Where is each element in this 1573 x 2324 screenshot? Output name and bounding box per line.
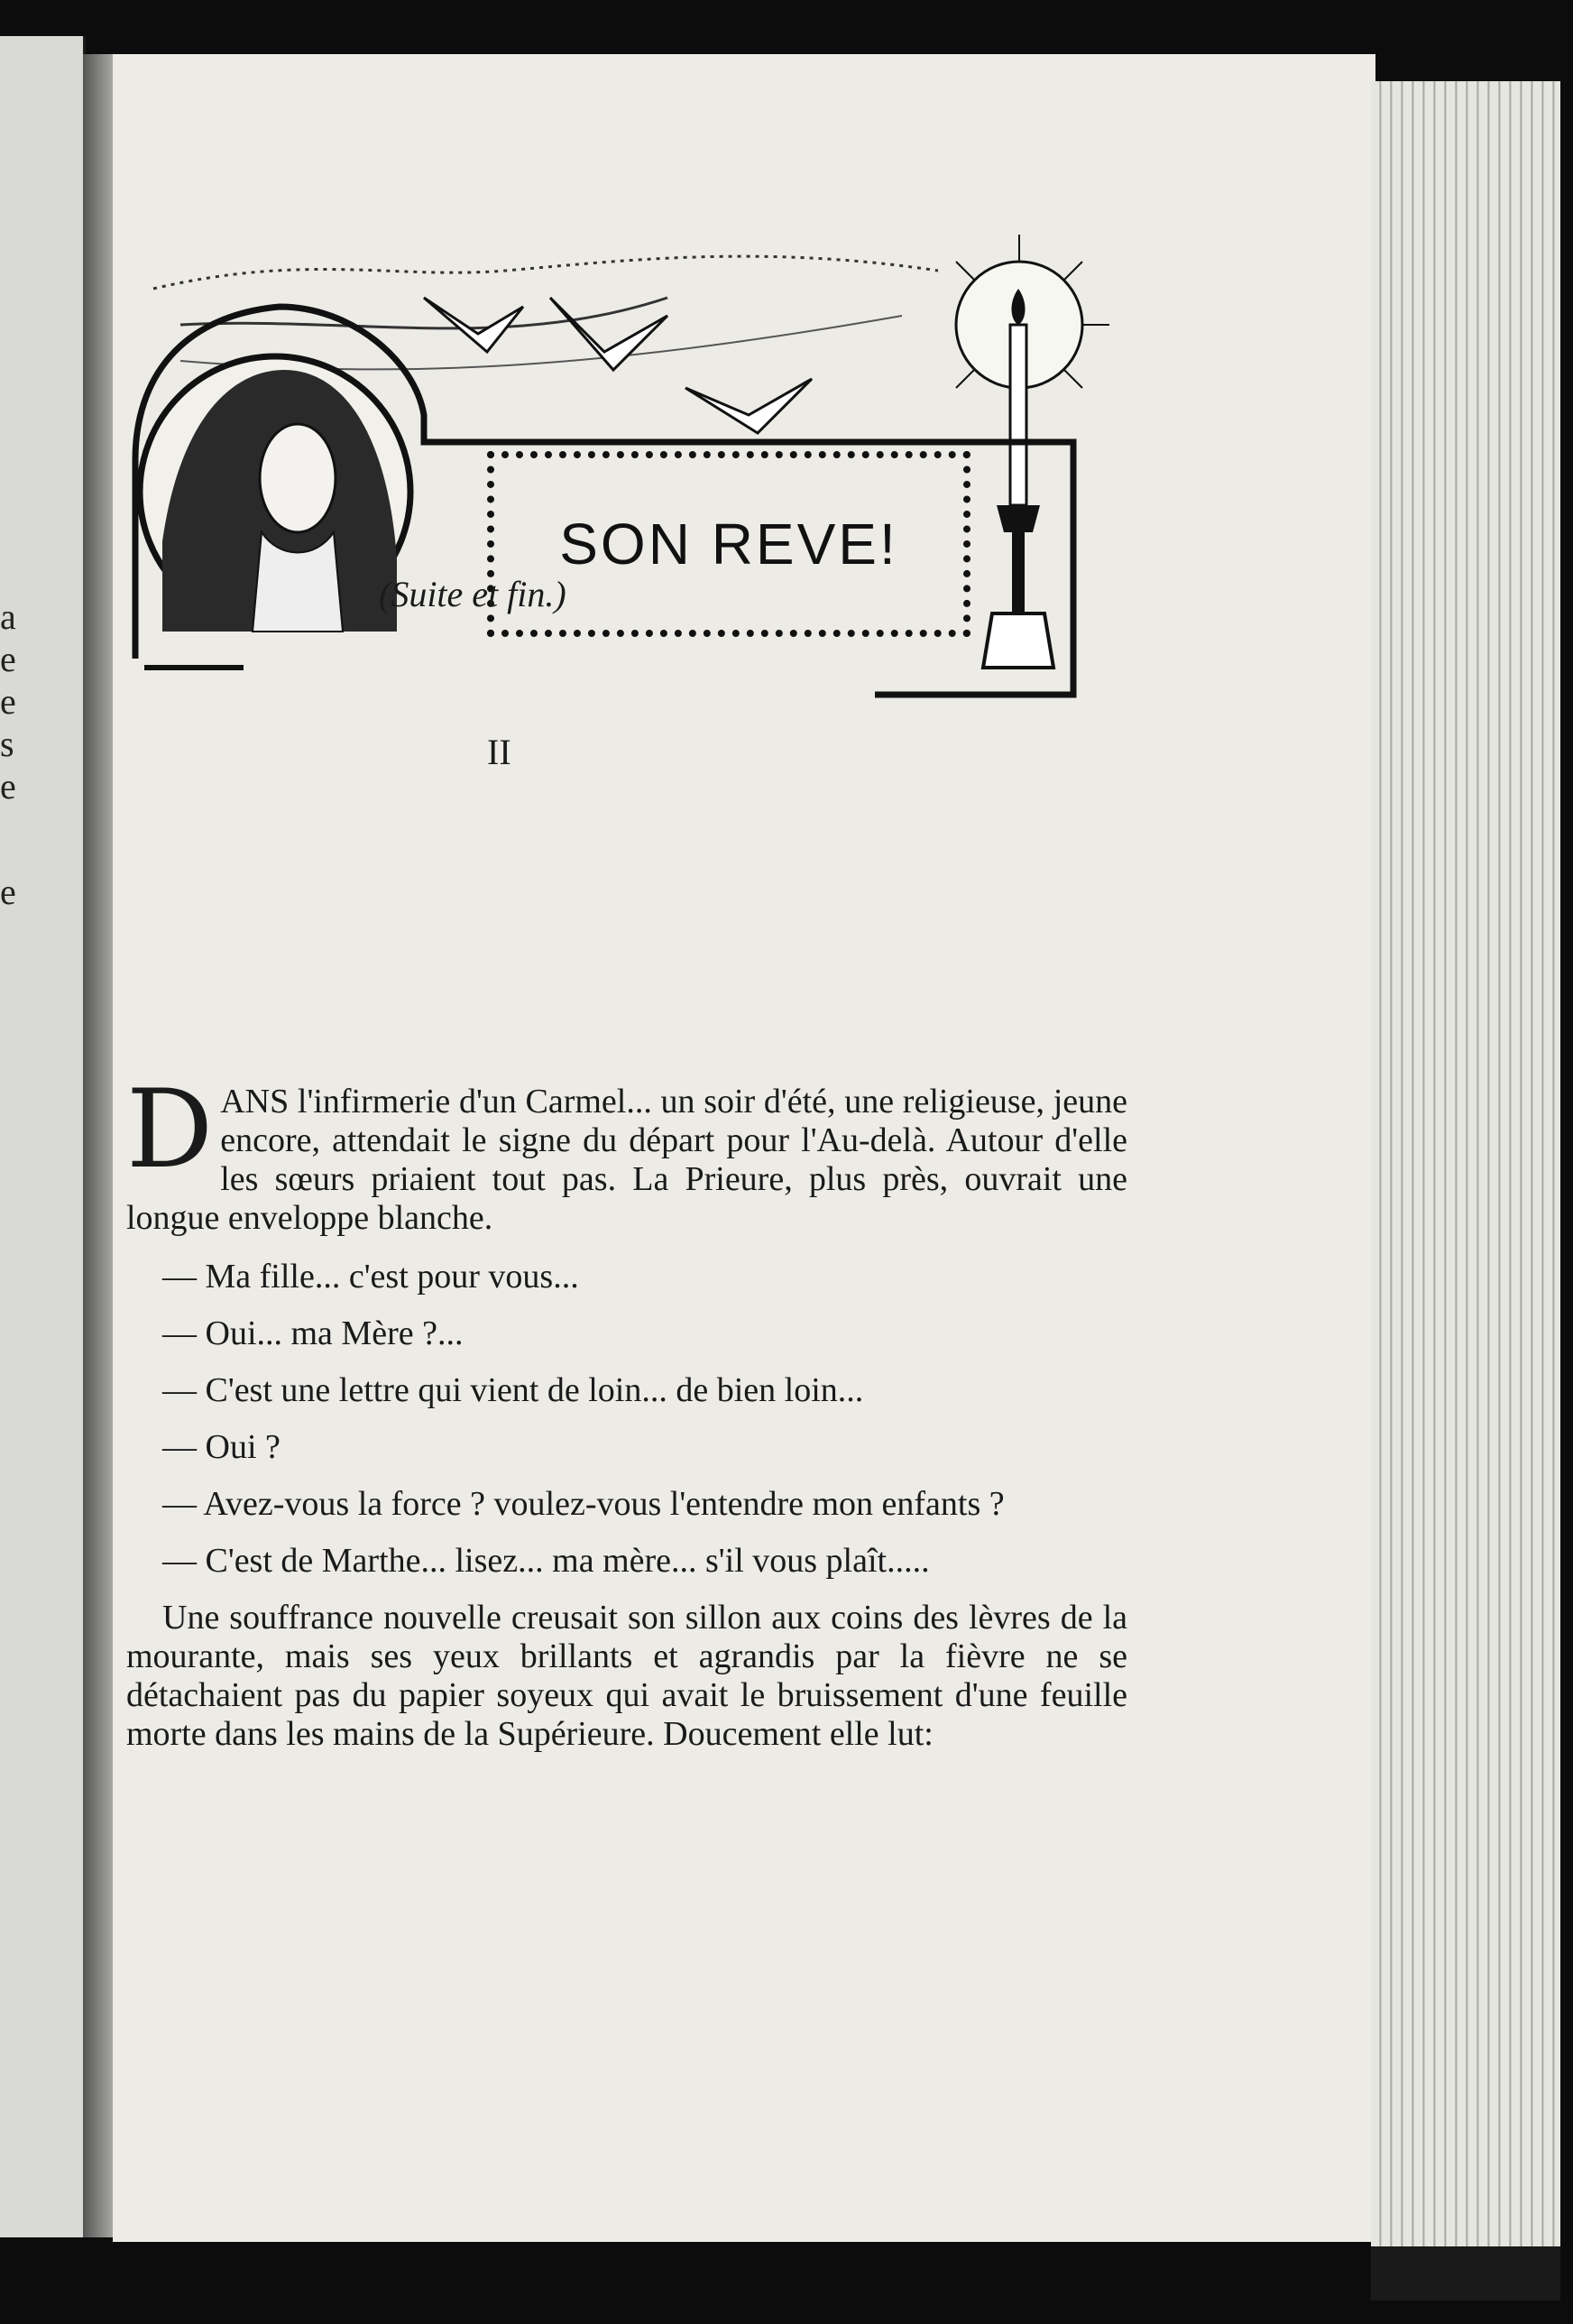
dialogue-line: — C'est de Marthe... lisez... ma mère... s'il vous plaît.....	[162, 1542, 930, 1580]
left-letter: e	[0, 872, 16, 912]
left-letter: e	[0, 766, 16, 807]
dialogue-line: — Avez-vous la force ? voulez-vous l'entendre mon enfants ?	[162, 1485, 1005, 1523]
page-title: SON REVE!	[559, 512, 898, 576]
page-edges-shadow	[1371, 2246, 1560, 2301]
dove-icon	[550, 298, 667, 370]
paragraph: Une souffrance nouvelle creusait son sillon aux coins des lèvres de la mourante, mais ses yeux brillants et agrandis par la fièvre ne se détachaient pas du papier soyeux qui avait le bruissement d'une feuille morte dans les mains de la Supérieure. Doucement elle lut:	[126, 1599, 1127, 1753]
sun-icon	[956, 235, 1109, 388]
dove-icon	[685, 379, 812, 433]
left-page-edge	[0, 36, 86, 2237]
subtitle: (Suite et fin.)	[379, 574, 566, 614]
headpiece-container	[126, 235, 1127, 704]
paragraph-text: ANS l'infirmerie d'un Carmel... un soir d'été, une religieuse, jeune encore, attendait le signe du départ pour l'Au-delà. Autour d'elle les sœurs priaient tout pas. La Prieure, plus près, ouvrait une longue enveloppe blanche.	[126, 1083, 1127, 1237]
dialogue-line: — Oui... ma Mère ?...	[162, 1314, 464, 1352]
left-letter: s	[0, 724, 14, 764]
left-letter: e	[0, 639, 16, 679]
drop-cap: D	[126, 1067, 214, 1193]
dialogue-line: — Ma fille... c'est pour vous...	[162, 1258, 579, 1296]
page-edges	[1371, 81, 1560, 2282]
dialogue-line: — Oui ?	[162, 1428, 281, 1466]
dove-icon	[424, 298, 523, 352]
section-number: II	[487, 732, 511, 772]
body-text	[126, 1067, 1127, 1774]
left-letter: e	[0, 681, 16, 722]
paragraph	[126, 1067, 1127, 1238]
left-page-letters	[0, 595, 27, 913]
left-letter: a	[0, 596, 16, 637]
headpiece-illustration	[126, 235, 1127, 704]
dialogue-line: — C'est une lettre qui vient de loin... de bien loin...	[162, 1371, 864, 1409]
